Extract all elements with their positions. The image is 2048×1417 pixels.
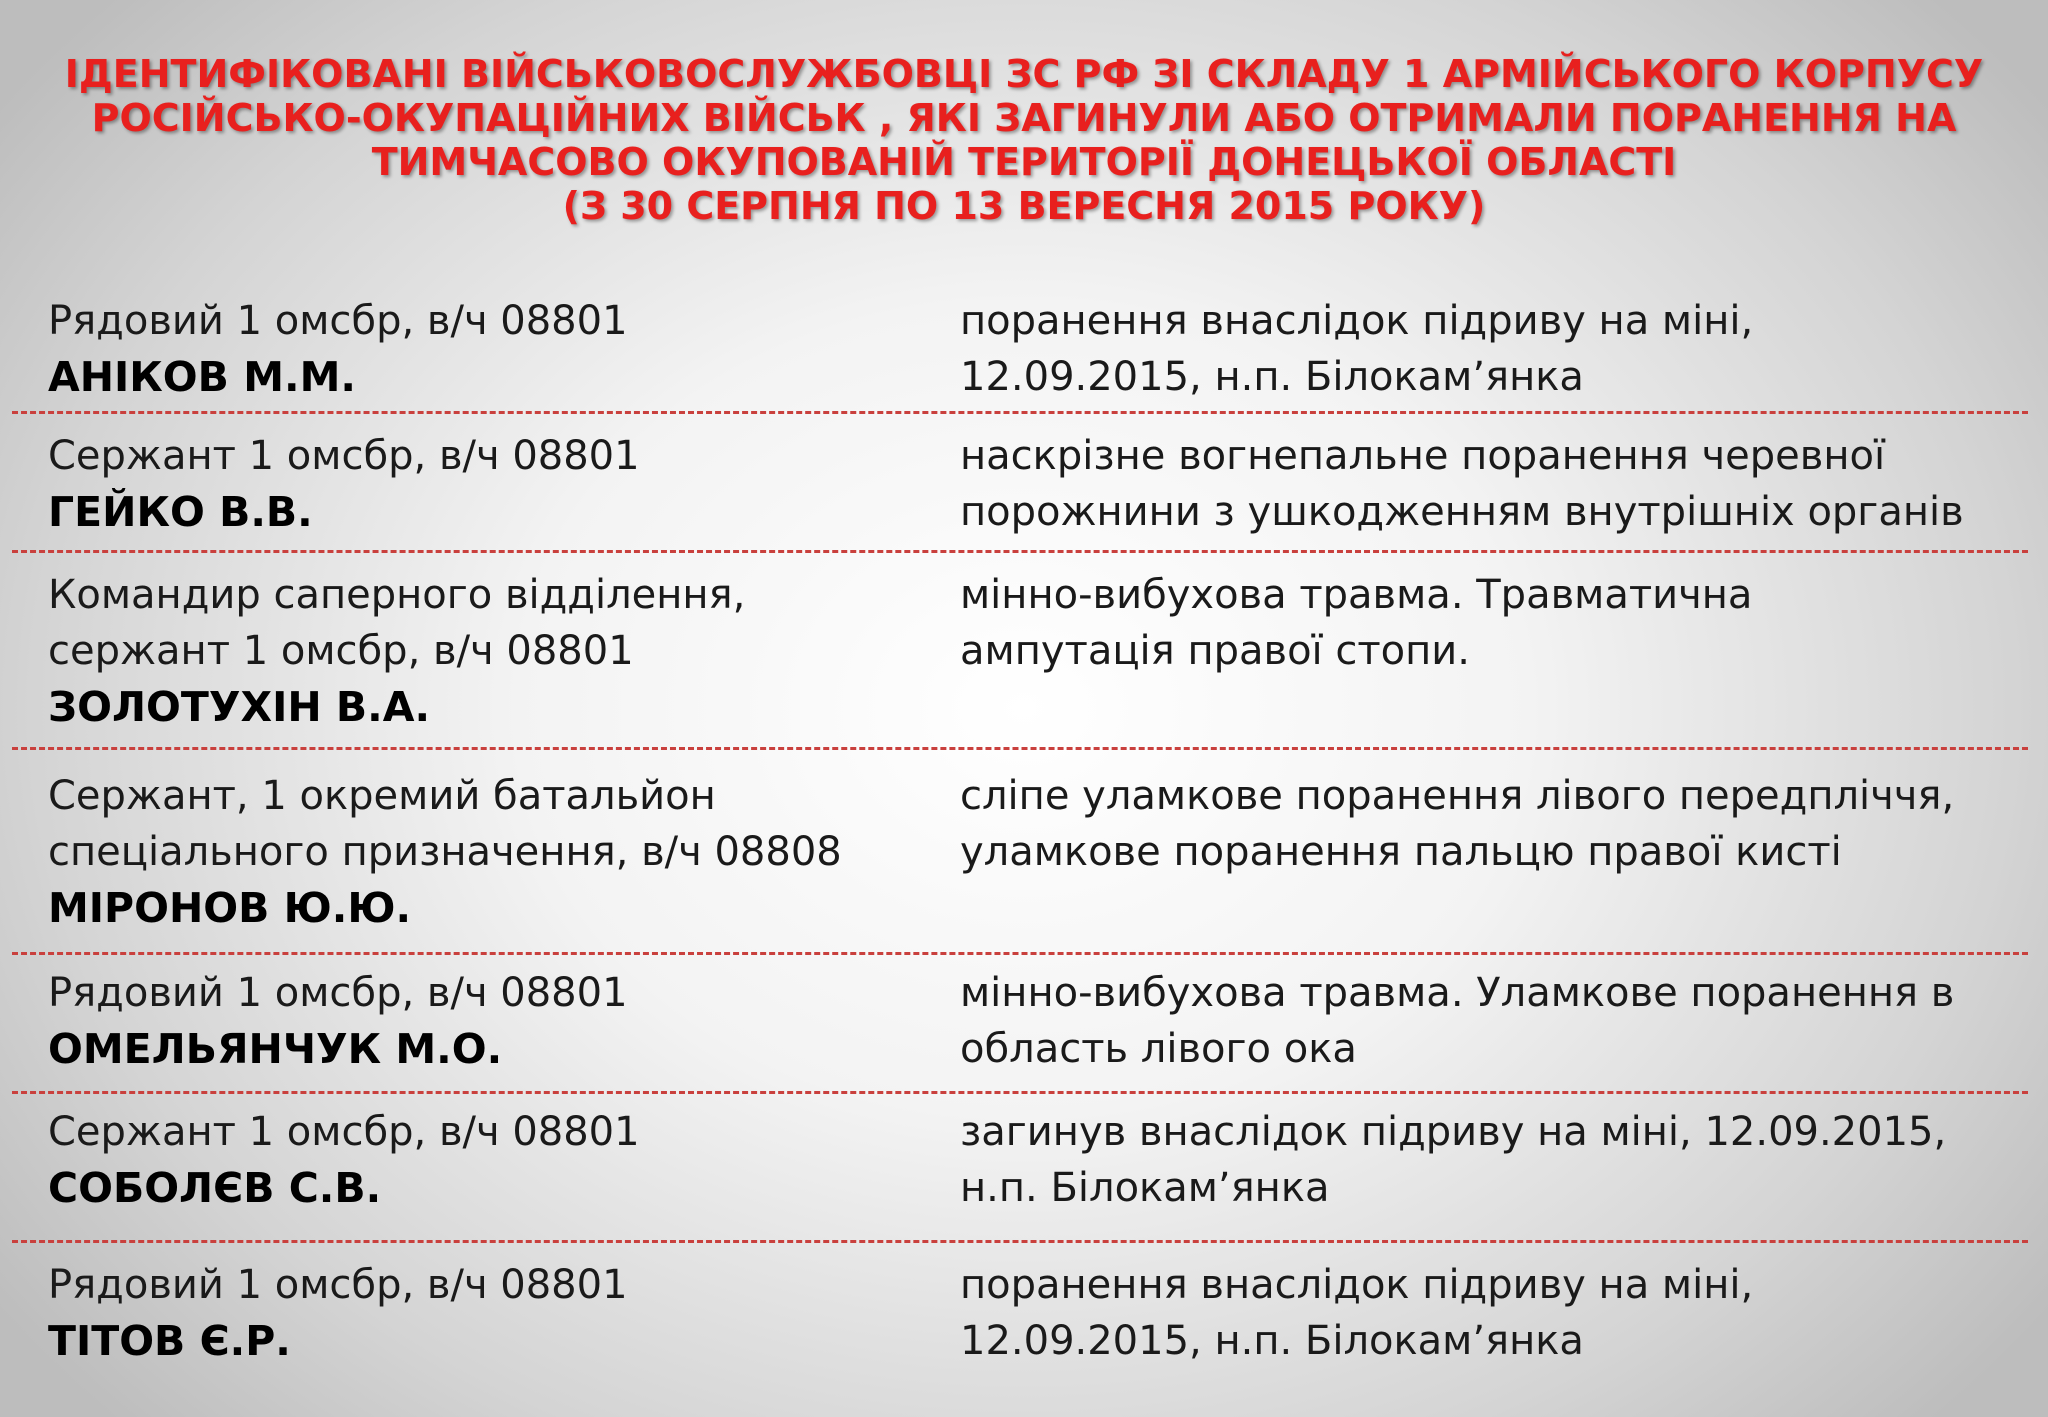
injury-detail-cell (960, 1104, 2020, 1216)
detail-line: 12.09.2015, н.п. Білокам’янка (960, 354, 1584, 400)
detail-line: мінно-вибухова травма. Травматична (960, 572, 1753, 618)
detail-line: ампутація правої стопи. (960, 628, 1470, 674)
injury-detail-cell (960, 965, 2020, 1077)
rank-line: Сержант 1 омсбр, в/ч 08801 (48, 1109, 640, 1155)
person-name: АНІКОВ М.М. (48, 353, 356, 401)
personnel-row (0, 553, 2048, 750)
personnel-list (0, 293, 2048, 1393)
rank-unit-cell (48, 1257, 928, 1369)
injury-detail-cell (960, 293, 2020, 405)
injury-detail-cell (960, 768, 2020, 880)
person-name: СОБОЛЄВ С.В. (48, 1164, 382, 1212)
title-line: (З 30 СЕРПНЯ ПО 13 ВЕРЕСНЯ 2015 РОКУ) (562, 184, 1486, 228)
rank-unit-cell (48, 965, 928, 1077)
person-name: МІРОНОВ Ю.Ю. (48, 884, 412, 932)
rank-line: Рядовий 1 омсбр, в/ч 08801 (48, 1262, 628, 1308)
title-line: ІДЕНТИФІКОВАНІ ВІЙСЬКОВОСЛУЖБОВЦІ ЗС РФ ЗІ СКЛАДУ 1 АРМІЙСЬКОГО КОРПУСУ (64, 52, 1984, 96)
injury-detail-cell (960, 567, 2020, 679)
detail-line: наскрізне вогнепальне поранення черевної (960, 433, 1886, 479)
rank-line: Рядовий 1 омсбр, в/ч 08801 (48, 298, 628, 344)
personnel-row (0, 1094, 2048, 1243)
personnel-row (0, 293, 2048, 414)
rank-line: спеціального призначення, в/ч 08808 (48, 829, 842, 875)
detail-line: поранення внаслідок підриву на міні, (960, 298, 1754, 344)
personnel-row (0, 1243, 2048, 1393)
injury-detail-cell (960, 1257, 2020, 1369)
slide-title (60, 52, 1988, 228)
detail-line: сліпе уламкове поранення лівого передпліччя, (960, 773, 1955, 819)
detail-line: уламкове поранення пальцю правої кисті (960, 829, 1842, 875)
person-name: ЗОЛОТУХІН В.А. (48, 683, 431, 731)
detail-line: загинув внаслідок підриву на міні, 12.09.2015, (960, 1109, 1947, 1155)
rank-unit-cell (48, 768, 928, 936)
rank-unit-cell (48, 428, 928, 540)
rank-line: Командир саперного відділення, (48, 572, 746, 618)
detail-line: мінно-вибухова травма. Уламкове поранення в (960, 970, 1955, 1016)
person-name: ОМЕЛЬЯНЧУК М.О. (48, 1025, 503, 1073)
detail-line: область лівого ока (960, 1026, 1357, 1072)
rank-line: Рядовий 1 омсбр, в/ч 08801 (48, 970, 628, 1016)
rank-unit-cell (48, 567, 928, 735)
detail-line: н.п. Білокам’янка (960, 1165, 1330, 1211)
rank-unit-cell (48, 1104, 928, 1216)
rank-unit-cell (48, 293, 928, 405)
rank-line: сержант 1 омсбр, в/ч 08801 (48, 628, 634, 674)
detail-line: порожнини з ушкодженням внутрішніх органів (960, 489, 1964, 535)
personnel-row (0, 750, 2048, 955)
title-line: РОСІЙСЬКО-ОКУПАЦІЙНИХ ВІЙСЬК , ЯКІ ЗАГИНУЛИ АБО ОТРИМАЛИ ПОРАНЕННЯ НА (91, 96, 1957, 140)
personnel-row (0, 414, 2048, 553)
rank-line: Сержант, 1 окремий батальйон (48, 773, 716, 819)
person-name: ГЕЙКО В.В. (48, 488, 313, 536)
injury-detail-cell (960, 428, 2020, 540)
title-line: ТИМЧАСОВО ОКУПОВАНІЙ ТЕРИТОРІЇ ДОНЕЦЬКОЇ ОБЛАСТІ (371, 140, 1677, 184)
person-name: ТІТОВ Є.Р. (48, 1317, 291, 1365)
rank-line: Сержант 1 омсбр, в/ч 08801 (48, 433, 640, 479)
detail-line: 12.09.2015, н.п. Білокам’янка (960, 1318, 1584, 1364)
detail-line: поранення внаслідок підриву на міні, (960, 1262, 1754, 1308)
personnel-row (0, 955, 2048, 1094)
